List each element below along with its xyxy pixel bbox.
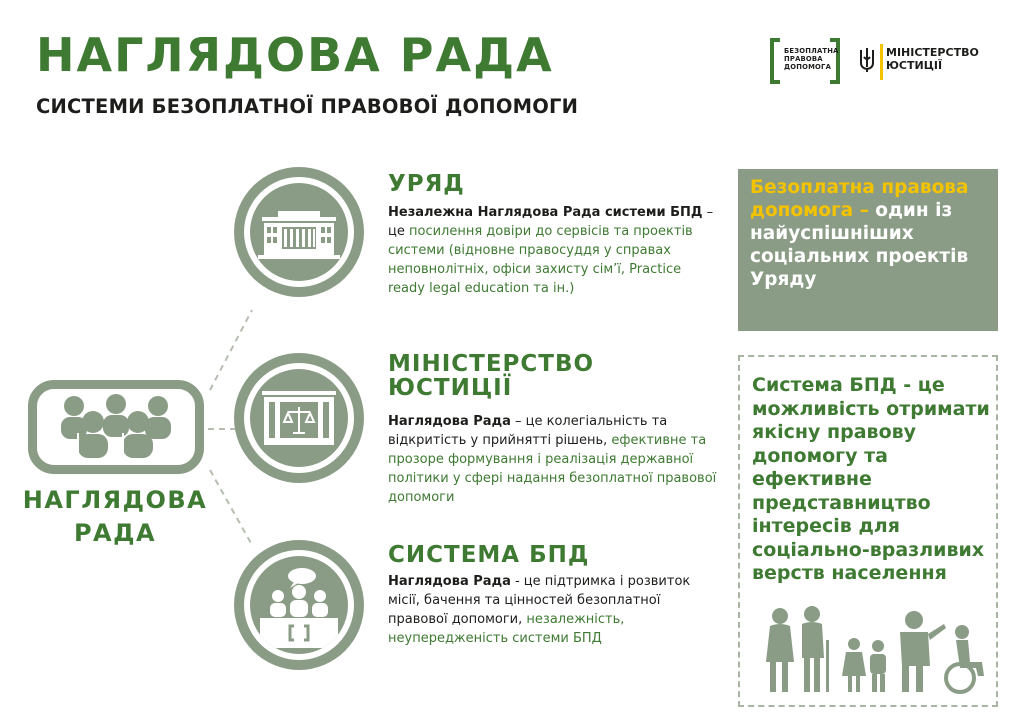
ministry-logo [858,42,979,82]
courthouse-icon [250,369,348,467]
section-title-line: ЮСТИЦІЇ [388,375,513,401]
government-circle [234,167,364,297]
section-title-line: МІНІСТЕРСТВО [388,351,595,377]
section-plain: - це підтримка і розвиток місії, бачення та цінностей безоплатної правової допомоги, [388,574,691,627]
section-green: ефективне та прозоре формування і реалізація державної політики у сфері надання безоплатної правової допомоги [388,433,717,505]
highlight-yellow-text: Безоплатна правова допомога – [750,177,969,221]
section-text-bpd-system [388,572,718,648]
bpd-logo-line: БЕЗОПЛАТНА [784,47,839,55]
board-group-box [28,380,204,474]
government-building-icon [250,183,348,281]
highlight-white-text: один із найуспішніших соціальних проектів Уряду [750,200,969,290]
highlight-box [738,169,998,331]
meeting-people-icon [250,556,348,654]
section-text-government [388,203,718,298]
ministry-logo-line: МІНІСТЕРСТВО [886,46,979,59]
section-title-ministry [388,352,594,400]
dashed-info-text: Система БПД - це можливість отримати якісну правову допомогу та ефективне представництво інтересів для соціально-вразливих верств населення [752,374,990,584]
board-label [10,484,220,550]
vulnerable-people-icon [756,604,988,700]
bpd-logo-line: ДОПОМОГА [784,63,832,71]
bpd-logo-line: ПРАВОВА [784,55,823,63]
section-green: посилення довіри до сервісів та проектів системи (відновне правосуддя у справах неповнолітніх, офіси захисту сім’ї, Practice ready legal education та ін.) [388,224,693,296]
section-title-government: УРЯД [388,171,465,197]
section-bold: Наглядова Рада [388,574,511,589]
section-text-ministry [388,412,718,507]
section-plain: – це [388,205,714,239]
trident-emblem-icon [858,47,876,73]
page-title: НАГЛЯДОВА РАДА [36,28,554,82]
bpd-logo [770,38,840,84]
bpd-system-circle [234,540,364,670]
section-title-bpd-system: СИСТЕМА БПД [388,542,590,568]
ministry-circle [234,353,364,483]
page-subtitle: СИСТЕМИ БЕЗОПЛАТНОЇ ПРАВОВОЇ ДОПОМОГИ [36,95,579,118]
section-green: незалежність, неупередженість системи БПД [388,612,625,646]
group-people-icon [37,389,195,465]
board-label-line: НАГЛЯДОВА [22,486,208,514]
section-bold: Незалежна Наглядова Рада системи БПД [388,205,703,220]
section-bold: Наглядова Рада [388,414,511,429]
board-label-line: РАДА [73,519,157,547]
ministry-logo-line: ЮСТИЦІЇ [886,59,943,72]
section-plain: – це колегіальність та відкритість у прийнятті рішень, [388,414,668,448]
